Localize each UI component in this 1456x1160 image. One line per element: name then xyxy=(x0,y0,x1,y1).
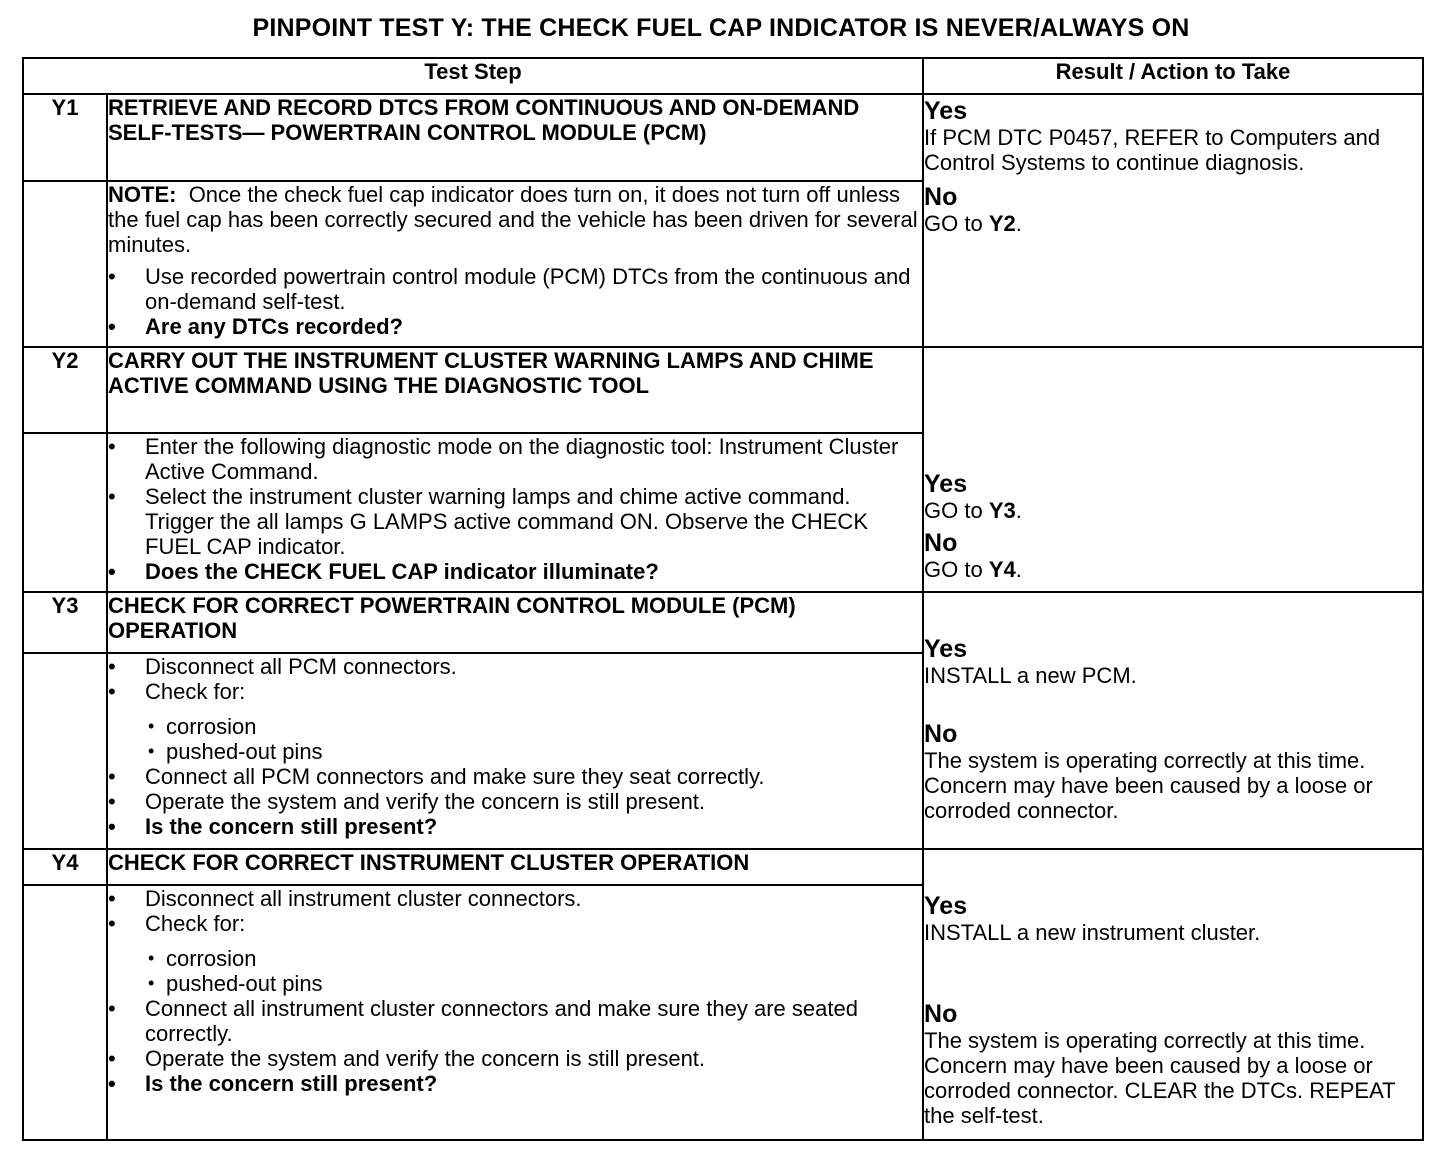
pinpoint-test-table xyxy=(22,57,1424,1141)
y4-bullet: • Disconnect all instrument cluster connectors. xyxy=(108,886,922,911)
y3-yes-label: Yes xyxy=(924,635,968,664)
step-y2-heading: CARRY OUT THE INSTRUMENT CLUSTER WARNING LAMPS AND CHIME ACTIVE COMMAND USING THE DIAGNOSTIC TOOL xyxy=(107,347,923,433)
y2-yes-label: Yes xyxy=(924,470,968,499)
y4-bullet: • Check for: xyxy=(108,911,922,936)
y4-yes-text: INSTALL a new instrument cluster. xyxy=(924,919,1261,945)
step-id-y1-cont xyxy=(23,181,107,347)
y3-no-text: The system is operating correctly at this time. Concern may have been caused by a loose or corroded connector. xyxy=(924,748,1373,824)
step-id-y4-cont xyxy=(23,885,107,1140)
step-y3-heading-row xyxy=(23,592,1423,653)
y4-no-text: The system is operating correctly at this time. Concern may have been caused by a loose or corroded connector. CLEAR the DTCs. REPEAT the self-test. xyxy=(924,1027,1396,1128)
step-y3-heading: CHECK FOR CORRECT POWERTRAIN CONTROL MODULE (PCM) OPERATION xyxy=(107,592,923,653)
step-y3-body xyxy=(107,653,923,849)
step-y4-heading-row xyxy=(23,849,1423,885)
y2-yes-action: GO to Y3. xyxy=(924,498,1022,524)
y3-sub-bullet: • corrosion xyxy=(108,714,922,739)
y4-bullet: • Connect all instrument cluster connectors and make sure they are seated correctly. xyxy=(108,996,922,1046)
step-y2-heading-row xyxy=(23,347,1423,433)
y4-no-label: No xyxy=(924,999,958,1028)
header-row xyxy=(23,58,1423,94)
y3-no-label: No xyxy=(924,720,958,749)
y4-bullet: • Operate the system and verify the concern is still present. xyxy=(108,1046,922,1071)
test-step-header: Test Step xyxy=(23,58,923,94)
y3-yes-text: INSTALL a new PCM. xyxy=(924,663,1137,689)
step-id-y2-cont xyxy=(23,433,107,592)
step-id-y1: Y1 xyxy=(23,94,107,181)
y3-sub-bullet: • pushed-out pins xyxy=(108,739,922,764)
result-header: Result / Action to Take xyxy=(923,58,1423,94)
step-y3-result xyxy=(923,592,1423,849)
step-y4-result xyxy=(923,849,1423,1140)
step-id-y3-cont xyxy=(23,653,107,849)
y3-bullet: • Operate the system and verify the concern is still present. xyxy=(108,789,922,814)
y2-bullet: • Select the instrument cluster warning lamps and chime active command. Trigger the all lamps G LAMPS active command ON. Observe the CHECK FUEL CAP indicator. xyxy=(108,484,922,559)
y4-sub-bullet: • pushed-out pins xyxy=(108,971,922,996)
step-y2-body xyxy=(107,433,923,592)
y3-question: • Is the concern still present? xyxy=(108,814,922,839)
step-id-y4: Y4 xyxy=(23,849,107,885)
step-y1-body xyxy=(107,181,923,347)
step-y1-heading-row xyxy=(23,94,1423,181)
y3-bullet: • Connect all PCM connectors and make sure they seat correctly. xyxy=(108,764,922,789)
y2-bullet: • Enter the following diagnostic mode on the diagnostic tool: Instrument Cluster Active Command. xyxy=(108,434,922,484)
y2-no-action: GO to Y4. xyxy=(924,557,1022,583)
step-id-y3: Y3 xyxy=(23,592,107,653)
y4-question: • Is the concern still present? xyxy=(108,1071,922,1096)
y1-bullet: • Use recorded powertrain control module (PCM) DTCs from the continuous and on-demand self-test. xyxy=(108,264,922,314)
step-y4-heading: CHECK FOR CORRECT INSTRUMENT CLUSTER OPERATION xyxy=(107,849,923,885)
y1-note: NOTE: Once the check fuel cap indicator does turn on, it does not turn off unless the fuel cap has been correctly secured and the vehicle has been driven for several minutes. xyxy=(108,182,918,257)
step-y4-body xyxy=(107,885,923,1140)
y4-sub-bullet: • corrosion xyxy=(108,946,922,971)
y4-yes-label: Yes xyxy=(924,891,968,920)
y1-yes-text: If PCM DTC P0457, REFER to Computers and Control Systems to continue diagnosis. xyxy=(924,125,1381,175)
y2-question: • Does the CHECK FUEL CAP indicator illuminate? xyxy=(108,559,922,584)
step-y1-heading: RETRIEVE AND RECORD DTCS FROM CONTINUOUS AND ON-DEMAND SELF-TESTS— POWERTRAIN CONTROL MODULE (PCM) xyxy=(107,94,923,181)
y1-yes-label: Yes xyxy=(924,97,968,125)
y1-no-label: No xyxy=(924,183,958,211)
y1-no-action: GO to Y2. xyxy=(924,211,1022,236)
y1-question: • Are any DTCs recorded? xyxy=(108,314,922,339)
step-id-y2: Y2 xyxy=(23,347,107,433)
step-y1-result xyxy=(923,94,1423,347)
y1-no-ref: Y2 xyxy=(988,211,1016,236)
y3-bullet: • Check for: xyxy=(108,679,922,704)
y2-no-label: No xyxy=(924,529,958,558)
y3-bullet: • Disconnect all PCM connectors. xyxy=(108,654,922,679)
page-title: PINPOINT TEST Y: THE CHECK FUEL CAP INDICATOR IS NEVER/ALWAYS ON xyxy=(252,14,1190,42)
step-y2-result xyxy=(923,347,1423,592)
